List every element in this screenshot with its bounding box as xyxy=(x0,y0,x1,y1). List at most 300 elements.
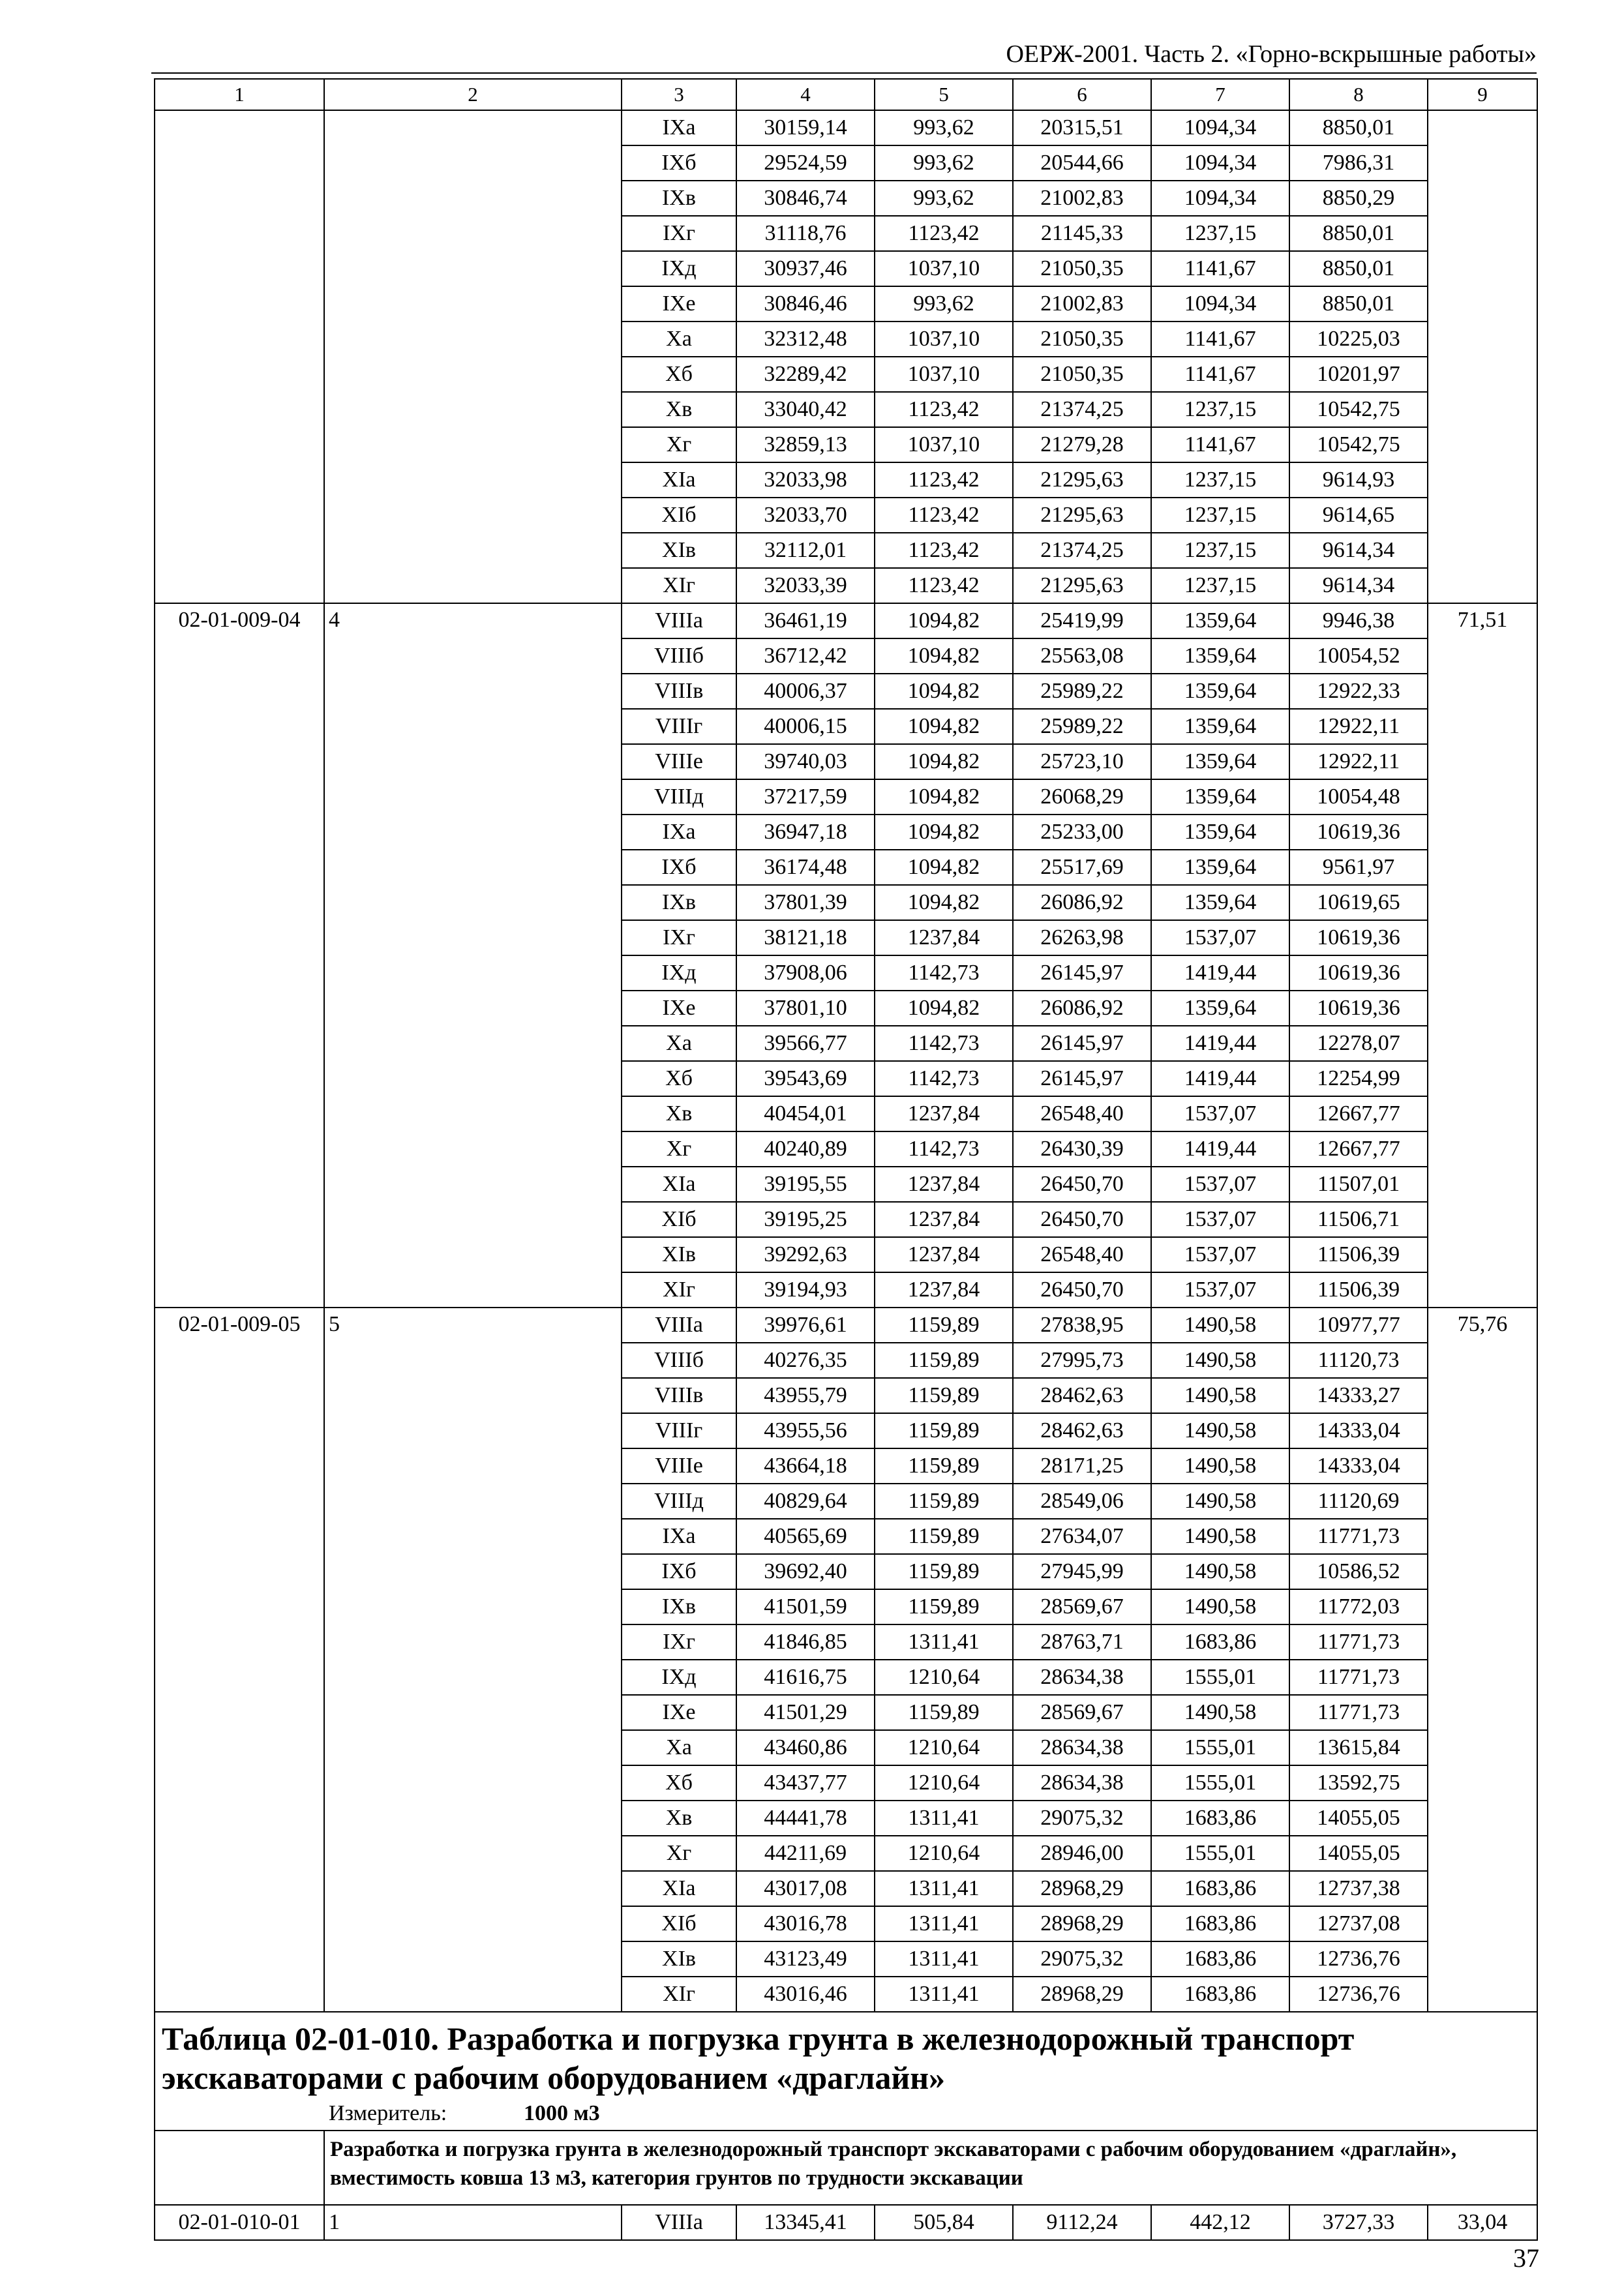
labor-cost-cell: 1094,82 xyxy=(875,779,1013,815)
direct-cost-cell: 30846,46 xyxy=(736,286,875,322)
labor-cost-cell: 1237,84 xyxy=(875,1167,1013,1202)
materials-cost-cell: 10542,75 xyxy=(1289,392,1428,427)
labor-cost-cell: 1237,84 xyxy=(875,1202,1013,1237)
operator-wage-cell: 1555,01 xyxy=(1151,1765,1289,1801)
labor-cost-cell: 1037,10 xyxy=(875,357,1013,392)
machine-cost-cell: 29075,32 xyxy=(1013,1801,1151,1836)
labor-cost-cell: 1123,42 xyxy=(875,533,1013,568)
direct-cost-cell: 39195,55 xyxy=(736,1167,875,1202)
labor-cost-cell: 1094,82 xyxy=(875,991,1013,1026)
direct-cost-cell: 40565,69 xyxy=(736,1519,875,1554)
operator-wage-cell: 1490,58 xyxy=(1151,1484,1289,1519)
operator-wage-cell: 1490,58 xyxy=(1151,1413,1289,1448)
rate-code-cell xyxy=(155,110,324,603)
labor-cost-cell: 1159,89 xyxy=(875,1448,1013,1484)
operator-wage-cell: 1419,44 xyxy=(1151,1026,1289,1061)
soil-category-cell: IXб xyxy=(622,850,736,885)
labor-cost-cell: 1094,82 xyxy=(875,638,1013,674)
direct-cost-cell: 39740,03 xyxy=(736,744,875,779)
soil-category-cell: VIIIа xyxy=(622,2205,736,2240)
materials-cost-cell: 9561,97 xyxy=(1289,850,1428,885)
machine-cost-cell: 27634,07 xyxy=(1013,1519,1151,1554)
operator-wage-cell: 1237,15 xyxy=(1151,462,1289,498)
operator-wage-cell: 1490,58 xyxy=(1151,1519,1289,1554)
materials-cost-cell: 12737,38 xyxy=(1289,1871,1428,1906)
operator-wage-cell: 1555,01 xyxy=(1151,1660,1289,1695)
soil-category-cell: XIв xyxy=(622,533,736,568)
machine-cost-cell: 26145,97 xyxy=(1013,955,1151,991)
direct-cost-cell: 40006,37 xyxy=(736,674,875,709)
machine-cost-cell: 26086,92 xyxy=(1013,885,1151,920)
machine-cost-cell: 25563,08 xyxy=(1013,638,1151,674)
materials-cost-cell: 11120,73 xyxy=(1289,1343,1428,1378)
machine-cost-cell: 28968,29 xyxy=(1013,1906,1151,1941)
machine-cost-cell: 21295,63 xyxy=(1013,498,1151,533)
labor-cost-cell: 1159,89 xyxy=(875,1343,1013,1378)
materials-cost-cell: 12667,77 xyxy=(1289,1131,1428,1167)
soil-category-cell: IXд xyxy=(622,955,736,991)
direct-cost-cell: 39195,25 xyxy=(736,1202,875,1237)
direct-cost-cell: 43460,86 xyxy=(736,1730,875,1765)
labor-cost-cell: 993,62 xyxy=(875,286,1013,322)
operator-wage-cell: 1237,15 xyxy=(1151,533,1289,568)
machine-cost-cell: 26086,92 xyxy=(1013,991,1151,1026)
labor-cost-cell: 1142,73 xyxy=(875,955,1013,991)
soil-category-cell: IXд xyxy=(622,251,736,286)
machine-cost-cell: 25233,00 xyxy=(1013,815,1151,850)
rate-code-cell: 02-01-010-01 xyxy=(155,2205,324,2240)
direct-cost-cell: 36461,19 xyxy=(736,603,875,638)
machine-cost-cell: 25989,22 xyxy=(1013,709,1151,744)
labor-cost-cell: 993,62 xyxy=(875,110,1013,145)
materials-cost-cell: 10619,36 xyxy=(1289,991,1428,1026)
materials-cost-cell: 10542,75 xyxy=(1289,427,1428,462)
direct-cost-cell: 36712,42 xyxy=(736,638,875,674)
operator-wage-cell: 1141,67 xyxy=(1151,251,1289,286)
direct-cost-cell: 43955,79 xyxy=(736,1378,875,1413)
labor-cost-cell: 1159,89 xyxy=(875,1308,1013,1343)
machine-cost-cell: 26430,39 xyxy=(1013,1131,1151,1167)
labor-cost-cell: 1210,64 xyxy=(875,1765,1013,1801)
table-row xyxy=(155,110,1537,145)
direct-cost-cell: 32033,98 xyxy=(736,462,875,498)
operator-wage-cell: 1683,86 xyxy=(1151,1801,1289,1836)
soil-category-cell: XIг xyxy=(622,1977,736,2012)
materials-cost-cell: 12278,07 xyxy=(1289,1026,1428,1061)
machine-cost-cell: 28462,63 xyxy=(1013,1413,1151,1448)
labor-cost-cell: 1037,10 xyxy=(875,251,1013,286)
materials-cost-cell: 12737,08 xyxy=(1289,1906,1428,1941)
soil-category-cell: XIа xyxy=(622,462,736,498)
direct-cost-cell: 39692,40 xyxy=(736,1554,875,1589)
materials-cost-cell: 10201,97 xyxy=(1289,357,1428,392)
labor-cost-cell: 1237,84 xyxy=(875,1272,1013,1308)
operator-wage-cell: 1555,01 xyxy=(1151,1836,1289,1871)
direct-cost-cell: 40240,89 xyxy=(736,1131,875,1167)
operator-wage-cell: 1359,64 xyxy=(1151,603,1289,638)
materials-cost-cell: 11506,39 xyxy=(1289,1272,1428,1308)
operator-wage-cell: 1359,64 xyxy=(1151,709,1289,744)
machine-cost-cell: 9112,24 xyxy=(1013,2205,1151,2240)
rate-code-cell: 02-01-009-05 xyxy=(155,1308,324,2012)
operator-wage-cell: 1490,58 xyxy=(1151,1378,1289,1413)
machine-cost-cell: 21374,25 xyxy=(1013,392,1151,427)
labor-cost-cell: 1311,41 xyxy=(875,1624,1013,1660)
labor-cost-cell: 1123,42 xyxy=(875,392,1013,427)
soil-category-cell: Xа xyxy=(622,1730,736,1765)
soil-category-cell: Xб xyxy=(622,357,736,392)
materials-cost-cell: 14333,04 xyxy=(1289,1448,1428,1484)
column-number: 5 xyxy=(875,79,1013,110)
operator-wage-cell: 1419,44 xyxy=(1151,955,1289,991)
page-header: ОЕРЖ-2001. Часть 2. «Горно-вскрышные работы» xyxy=(1006,40,1537,68)
direct-cost-cell: 31118,76 xyxy=(736,216,875,251)
table-row xyxy=(155,603,1537,638)
materials-cost-cell: 12922,11 xyxy=(1289,744,1428,779)
machine-cost-cell: 21145,33 xyxy=(1013,216,1151,251)
labor-hours-cell: 33,04 xyxy=(1428,2205,1537,2240)
labor-cost-cell: 1311,41 xyxy=(875,1941,1013,1977)
materials-cost-cell: 12922,11 xyxy=(1289,709,1428,744)
machine-cost-cell: 25517,69 xyxy=(1013,850,1151,885)
section-description: Разработка и погрузка грунта в железнодорожный транспорт экскаваторами с рабочим оборудованием «драглайн», вместимость ковша 13 м3, категория грунтов по трудности экскавации xyxy=(330,2138,1457,2190)
empty-cell xyxy=(155,2131,324,2205)
machine-cost-cell: 21295,63 xyxy=(1013,568,1151,603)
direct-cost-cell: 40829,64 xyxy=(736,1484,875,1519)
machine-cost-cell: 27995,73 xyxy=(1013,1343,1151,1378)
machine-cost-cell: 26263,98 xyxy=(1013,920,1151,955)
operator-wage-cell: 1359,64 xyxy=(1151,850,1289,885)
machine-cost-cell: 28946,00 xyxy=(1013,1836,1151,1871)
direct-cost-cell: 32112,01 xyxy=(736,533,875,568)
machine-cost-cell: 26145,97 xyxy=(1013,1026,1151,1061)
labor-cost-cell: 1094,82 xyxy=(875,674,1013,709)
operator-wage-cell: 1683,86 xyxy=(1151,1871,1289,1906)
direct-cost-cell: 39194,93 xyxy=(736,1272,875,1308)
materials-cost-cell: 12922,33 xyxy=(1289,674,1428,709)
operator-wage-cell: 1419,44 xyxy=(1151,1061,1289,1096)
soil-category-cell: VIIIа xyxy=(622,603,736,638)
column-number: 1 xyxy=(155,79,324,110)
materials-cost-cell: 9614,93 xyxy=(1289,462,1428,498)
soil-category-cell: XIб xyxy=(622,1202,736,1237)
operator-wage-cell: 1490,58 xyxy=(1151,1589,1289,1624)
labor-cost-cell: 1210,64 xyxy=(875,1836,1013,1871)
machine-cost-cell: 21002,83 xyxy=(1013,286,1151,322)
operator-wage-cell: 1359,64 xyxy=(1151,815,1289,850)
operator-wage-cell: 1490,58 xyxy=(1151,1554,1289,1589)
measure-value: 1000 м3 xyxy=(524,2101,600,2125)
machine-cost-cell: 26068,29 xyxy=(1013,779,1151,815)
machine-cost-cell: 29075,32 xyxy=(1013,1941,1151,1977)
soil-category-cell: XIг xyxy=(622,568,736,603)
labor-cost-cell: 1311,41 xyxy=(875,1801,1013,1836)
labor-cost-cell: 1094,82 xyxy=(875,850,1013,885)
operator-wage-cell: 1683,86 xyxy=(1151,1977,1289,2012)
item-number-cell: 5 xyxy=(324,1308,622,2012)
soil-category-cell: IXб xyxy=(622,145,736,181)
operator-wage-cell: 1537,07 xyxy=(1151,1272,1289,1308)
soil-category-cell: IXг xyxy=(622,920,736,955)
labor-cost-cell: 1094,82 xyxy=(875,815,1013,850)
direct-cost-cell: 37908,06 xyxy=(736,955,875,991)
column-number: 2 xyxy=(324,79,622,110)
materials-cost-cell: 11507,01 xyxy=(1289,1167,1428,1202)
soil-category-cell: XIв xyxy=(622,1941,736,1977)
soil-category-cell: IXд xyxy=(622,1660,736,1695)
direct-cost-cell: 37801,10 xyxy=(736,991,875,1026)
machine-cost-cell: 21050,35 xyxy=(1013,357,1151,392)
materials-cost-cell: 10619,65 xyxy=(1289,885,1428,920)
operator-wage-cell: 1141,67 xyxy=(1151,427,1289,462)
direct-cost-cell: 37801,39 xyxy=(736,885,875,920)
operator-wage-cell: 1359,64 xyxy=(1151,674,1289,709)
direct-cost-cell: 39566,77 xyxy=(736,1026,875,1061)
labor-cost-cell: 1142,73 xyxy=(875,1131,1013,1167)
operator-wage-cell: 1683,86 xyxy=(1151,1624,1289,1660)
soil-category-cell: XIб xyxy=(622,1906,736,1941)
operator-wage-cell: 1537,07 xyxy=(1151,1096,1289,1131)
table-row xyxy=(155,1308,1537,1343)
operator-wage-cell: 1141,67 xyxy=(1151,322,1289,357)
item-number-cell: 4 xyxy=(324,603,622,1308)
direct-cost-cell: 29524,59 xyxy=(736,145,875,181)
soil-category-cell: VIIIг xyxy=(622,1413,736,1448)
materials-cost-cell: 9614,34 xyxy=(1289,568,1428,603)
labor-hours-cell: 71,51 xyxy=(1428,603,1537,1308)
direct-cost-cell: 41616,75 xyxy=(736,1660,875,1695)
soil-category-cell: XIг xyxy=(622,1272,736,1308)
direct-cost-cell: 43017,08 xyxy=(736,1871,875,1906)
direct-cost-cell: 41846,85 xyxy=(736,1624,875,1660)
operator-wage-cell: 1537,07 xyxy=(1151,1167,1289,1202)
labor-cost-cell: 1159,89 xyxy=(875,1484,1013,1519)
materials-cost-cell: 10586,52 xyxy=(1289,1554,1428,1589)
soil-category-cell: VIIIв xyxy=(622,1378,736,1413)
materials-cost-cell: 3727,33 xyxy=(1289,2205,1428,2240)
measure-line xyxy=(162,2097,1530,2130)
materials-cost-cell: 7986,31 xyxy=(1289,145,1428,181)
direct-cost-cell: 33040,42 xyxy=(736,392,875,427)
column-number: 4 xyxy=(736,79,875,110)
materials-cost-cell: 8850,01 xyxy=(1289,216,1428,251)
operator-wage-cell: 1237,15 xyxy=(1151,392,1289,427)
materials-cost-cell: 13592,75 xyxy=(1289,1765,1428,1801)
materials-cost-cell: 8850,01 xyxy=(1289,110,1428,145)
operator-wage-cell: 1359,64 xyxy=(1151,744,1289,779)
machine-cost-cell: 25989,22 xyxy=(1013,674,1151,709)
materials-cost-cell: 10054,48 xyxy=(1289,779,1428,815)
direct-cost-cell: 32312,48 xyxy=(736,322,875,357)
operator-wage-cell: 1141,67 xyxy=(1151,357,1289,392)
labor-cost-cell: 1311,41 xyxy=(875,1906,1013,1941)
operator-wage-cell: 1490,58 xyxy=(1151,1695,1289,1730)
materials-cost-cell: 9946,38 xyxy=(1289,603,1428,638)
machine-cost-cell: 28171,25 xyxy=(1013,1448,1151,1484)
materials-cost-cell: 14055,05 xyxy=(1289,1836,1428,1871)
soil-category-cell: IXе xyxy=(622,286,736,322)
soil-category-cell: VIIIд xyxy=(622,779,736,815)
materials-cost-cell: 9614,65 xyxy=(1289,498,1428,533)
materials-cost-cell: 11120,69 xyxy=(1289,1484,1428,1519)
direct-cost-cell: 32289,42 xyxy=(736,357,875,392)
direct-cost-cell: 39976,61 xyxy=(736,1308,875,1343)
soil-category-cell: IXг xyxy=(622,1624,736,1660)
soil-category-cell: Xг xyxy=(622,427,736,462)
operator-wage-cell: 1237,15 xyxy=(1151,498,1289,533)
operator-wage-cell: 1237,15 xyxy=(1151,568,1289,603)
materials-cost-cell: 12667,77 xyxy=(1289,1096,1428,1131)
soil-category-cell: IXв xyxy=(622,1589,736,1624)
soil-category-cell: Xг xyxy=(622,1836,736,1871)
labor-cost-cell: 505,84 xyxy=(875,2205,1013,2240)
rate-code-cell: 02-01-009-04 xyxy=(155,603,324,1308)
item-number-cell: 1 xyxy=(324,2205,622,2240)
materials-cost-cell: 11771,73 xyxy=(1289,1519,1428,1554)
materials-cost-cell: 11771,73 xyxy=(1289,1695,1428,1730)
labor-cost-cell: 1037,10 xyxy=(875,427,1013,462)
direct-cost-cell: 32033,39 xyxy=(736,568,875,603)
machine-cost-cell: 28968,29 xyxy=(1013,1977,1151,2012)
machine-cost-cell: 28763,71 xyxy=(1013,1624,1151,1660)
table-title-row xyxy=(155,2012,1537,2131)
operator-wage-cell: 1537,07 xyxy=(1151,1237,1289,1272)
soil-category-cell: VIIIв xyxy=(622,674,736,709)
soil-category-cell: IXг xyxy=(622,216,736,251)
soil-category-cell: IXе xyxy=(622,1695,736,1730)
materials-cost-cell: 11771,73 xyxy=(1289,1624,1428,1660)
soil-category-cell: IXе xyxy=(622,991,736,1026)
direct-cost-cell: 43437,77 xyxy=(736,1765,875,1801)
materials-cost-cell: 12736,76 xyxy=(1289,1941,1428,1977)
labor-cost-cell: 1210,64 xyxy=(875,1730,1013,1765)
machine-cost-cell: 26450,70 xyxy=(1013,1272,1151,1308)
labor-cost-cell: 1159,89 xyxy=(875,1519,1013,1554)
table-title-cell xyxy=(155,2012,1537,2131)
labor-cost-cell: 1142,73 xyxy=(875,1061,1013,1096)
direct-cost-cell: 13345,41 xyxy=(736,2205,875,2240)
direct-cost-cell: 36947,18 xyxy=(736,815,875,850)
operator-wage-cell: 1490,58 xyxy=(1151,1448,1289,1484)
direct-cost-cell: 39543,69 xyxy=(736,1061,875,1096)
soil-category-cell: XIб xyxy=(622,498,736,533)
operator-wage-cell: 1683,86 xyxy=(1151,1941,1289,1977)
materials-cost-cell: 11506,71 xyxy=(1289,1202,1428,1237)
labor-cost-cell: 1159,89 xyxy=(875,1589,1013,1624)
soil-category-cell: Xв xyxy=(622,392,736,427)
soil-category-cell: VIIIа xyxy=(622,1308,736,1343)
machine-cost-cell: 28634,38 xyxy=(1013,1730,1151,1765)
machine-cost-cell: 21002,83 xyxy=(1013,181,1151,216)
machine-cost-cell: 25419,99 xyxy=(1013,603,1151,638)
labor-cost-cell: 1237,84 xyxy=(875,1096,1013,1131)
operator-wage-cell: 1094,34 xyxy=(1151,286,1289,322)
materials-cost-cell: 10619,36 xyxy=(1289,920,1428,955)
item-number-cell xyxy=(324,110,622,603)
materials-cost-cell: 9614,34 xyxy=(1289,533,1428,568)
direct-cost-cell: 43123,49 xyxy=(736,1941,875,1977)
soil-category-cell: XIв xyxy=(622,1237,736,1272)
column-number: 3 xyxy=(622,79,736,110)
operator-wage-cell: 1683,86 xyxy=(1151,1906,1289,1941)
direct-cost-cell: 40276,35 xyxy=(736,1343,875,1378)
materials-cost-cell: 8850,01 xyxy=(1289,251,1428,286)
materials-cost-cell: 10619,36 xyxy=(1289,955,1428,991)
direct-cost-cell: 30937,46 xyxy=(736,251,875,286)
labor-cost-cell: 993,62 xyxy=(875,181,1013,216)
operator-wage-cell: 1419,44 xyxy=(1151,1131,1289,1167)
machine-cost-cell: 20544,66 xyxy=(1013,145,1151,181)
soil-category-cell: IXа xyxy=(622,815,736,850)
direct-cost-cell: 43955,56 xyxy=(736,1413,875,1448)
column-number: 7 xyxy=(1151,79,1289,110)
direct-cost-cell: 41501,59 xyxy=(736,1589,875,1624)
labor-cost-cell: 1210,64 xyxy=(875,1660,1013,1695)
operator-wage-cell: 442,12 xyxy=(1151,2205,1289,2240)
column-number: 8 xyxy=(1289,79,1428,110)
labor-cost-cell: 1142,73 xyxy=(875,1026,1013,1061)
machine-cost-cell: 28569,67 xyxy=(1013,1589,1151,1624)
materials-cost-cell: 8850,29 xyxy=(1289,181,1428,216)
labor-cost-cell: 1311,41 xyxy=(875,1977,1013,2012)
direct-cost-cell: 44441,78 xyxy=(736,1801,875,1836)
labor-cost-cell: 1037,10 xyxy=(875,322,1013,357)
soil-category-cell: VIIIе xyxy=(622,1448,736,1484)
soil-category-cell: Xб xyxy=(622,1061,736,1096)
operator-wage-cell: 1359,64 xyxy=(1151,638,1289,674)
direct-cost-cell: 32033,70 xyxy=(736,498,875,533)
page-number: 37 xyxy=(1513,2243,1539,2273)
operator-wage-cell: 1094,34 xyxy=(1151,181,1289,216)
machine-cost-cell: 28549,06 xyxy=(1013,1484,1151,1519)
direct-cost-cell: 30846,74 xyxy=(736,181,875,216)
machine-cost-cell: 26450,70 xyxy=(1013,1202,1151,1237)
soil-category-cell: VIIIд xyxy=(622,1484,736,1519)
materials-cost-cell: 14055,05 xyxy=(1289,1801,1428,1836)
direct-cost-cell: 44211,69 xyxy=(736,1836,875,1871)
soil-category-cell: VIIIб xyxy=(622,1343,736,1378)
operator-wage-cell: 1490,58 xyxy=(1151,1343,1289,1378)
soil-category-cell: IXб xyxy=(622,1554,736,1589)
table-title: Таблица 02-01-010. Разработка и погрузка грунта в железнодорожный транспорт экскаваторами с рабочим оборудованием «драглайн» xyxy=(162,2020,1355,2096)
materials-cost-cell: 11506,39 xyxy=(1289,1237,1428,1272)
soil-category-cell: VIIIе xyxy=(622,744,736,779)
operator-wage-cell: 1237,15 xyxy=(1151,216,1289,251)
materials-cost-cell: 8850,01 xyxy=(1289,286,1428,322)
machine-cost-cell: 28968,29 xyxy=(1013,1871,1151,1906)
soil-category-cell: Xа xyxy=(622,1026,736,1061)
direct-cost-cell: 43016,78 xyxy=(736,1906,875,1941)
labor-cost-cell: 1123,42 xyxy=(875,216,1013,251)
labor-cost-cell: 1123,42 xyxy=(875,568,1013,603)
operator-wage-cell: 1537,07 xyxy=(1151,920,1289,955)
operator-wage-cell: 1555,01 xyxy=(1151,1730,1289,1765)
soil-category-cell: Xг xyxy=(622,1131,736,1167)
materials-cost-cell: 11771,73 xyxy=(1289,1660,1428,1695)
machine-cost-cell: 27945,99 xyxy=(1013,1554,1151,1589)
materials-cost-cell: 10225,03 xyxy=(1289,322,1428,357)
machine-cost-cell: 28569,67 xyxy=(1013,1695,1151,1730)
labor-cost-cell: 1159,89 xyxy=(875,1554,1013,1589)
labor-cost-cell: 1123,42 xyxy=(875,462,1013,498)
soil-category-cell: IXа xyxy=(622,110,736,145)
description-cell xyxy=(324,2131,1537,2205)
direct-cost-cell: 37217,59 xyxy=(736,779,875,815)
labor-cost-cell: 1311,41 xyxy=(875,1871,1013,1906)
machine-cost-cell: 21295,63 xyxy=(1013,462,1151,498)
soil-category-cell: IXа xyxy=(622,1519,736,1554)
direct-cost-cell: 43664,18 xyxy=(736,1448,875,1484)
